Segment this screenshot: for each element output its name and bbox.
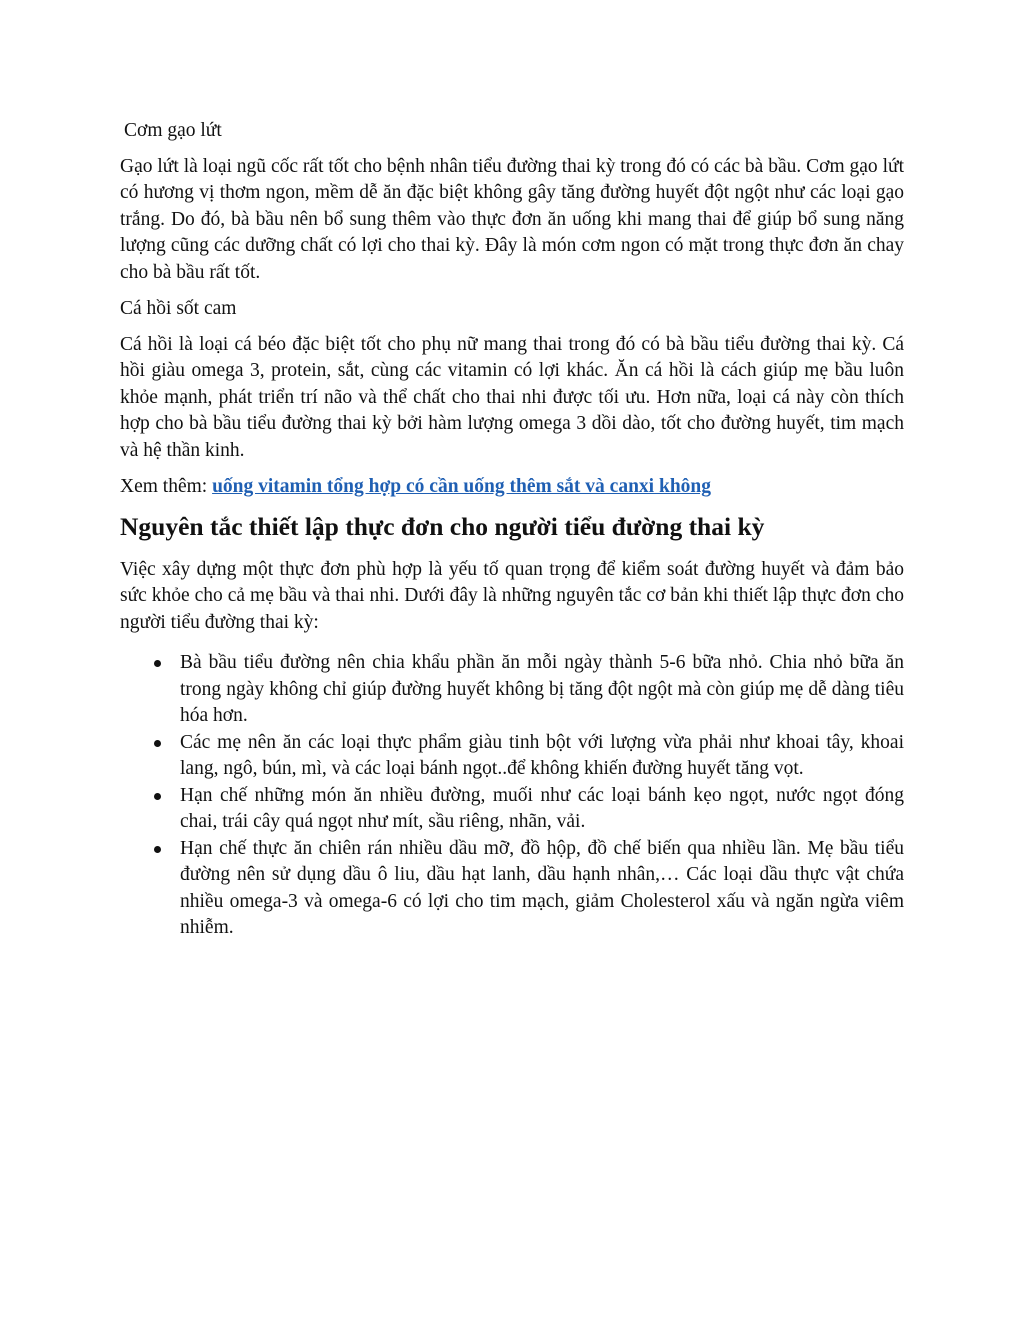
bullet-icon — [154, 793, 161, 800]
list-item — [180, 650, 904, 730]
see-more-prefix: Xem thêm: — [120, 476, 213, 497]
bullet-icon — [154, 846, 161, 853]
section-body-brown-rice: Gạo lứt là loại ngũ cốc rất tốt cho bệnh nhân tiểu đường thai kỳ trong đó có các bà bầu. Cơm gạo lứt có hương vị thơm ngon, mềm dễ ăn đặc biệt không gây tăng đường huyết đột ngột như các loại gạo trắng. Do đó, bà bầu nên bổ sung thêm vào thực đơn ăn uống khi mang thai để giúp bổ sung năng lượng cũng các dưỡng chất có lợi cho thai kỳ. Đây là món cơm ngon có mặt trong thực đơn ăn chay cho bà bầu rất tốt. — [120, 155, 904, 283]
bullet-icon — [154, 660, 161, 667]
see-more-line — [120, 474, 904, 501]
see-more-link[interactable]: uống vitamin tổng hợp có cần uống thêm sắt và canxi không — [212, 476, 712, 497]
list-item-text: Hạn chế những món ăn nhiều đường, muối như các loại bánh kẹo ngọt, nước ngọt đóng chai, trái cây quá ngọt như mít, sầu riêng, nhãn, vải. — [180, 784, 904, 832]
section-title-brown-rice: Cơm gạo lứt — [124, 120, 222, 141]
bullet-icon — [154, 740, 161, 747]
section-heading: Nguyên tắc thiết lập thực đơn cho người tiểu đường thai kỳ — [120, 511, 765, 541]
list-item-text: Các mẹ nên ăn các loại thực phẩm giàu tinh bột với lượng vừa phải như khoai tây, khoai lang, ngô, bún, mì, và các loại bánh ngọt..để không khiến đường huyết tăng vọt. — [180, 731, 904, 779]
document-page — [120, 118, 904, 942]
list-item — [180, 836, 904, 942]
section-title-salmon: Cá hồi sốt cam — [120, 298, 237, 319]
list-item-text: Hạn chế thực ăn chiên rán nhiều dầu mỡ, đồ hộp, đồ chế biến qua nhiều lần. Mẹ bầu tiểu đường nên sử dụng dầu ô liu, dầu hạt lanh, dầu hạnh nhân,… Các loại dầu thực vật chứa nhiều omega-3 và omega-6 có lợi cho tim mạch, giảm Cholesterol xấu và ngăn ngừa viêm nhiễm. — [180, 837, 904, 938]
intro-paragraph: Việc xây dựng một thực đơn phù hợp là yếu tố quan trọng để kiểm soát đường huyết và đảm bảo sức khỏe cho cả mẹ bầu và thai nhi. Dưới đây là những nguyên tắc cơ bản khi thiết lập thực đơn cho người tiểu đường thai kỳ: — [120, 558, 904, 633]
list-item — [180, 783, 904, 836]
list-item — [180, 730, 904, 783]
list-item-text: Bà bầu tiểu đường nên chia khẩu phần ăn mỗi ngày thành 5-6 bữa nhỏ. Chia nhỏ bữa ăn trong ngày không chỉ giúp đường huyết không bị tăng đột ngột mà còn giúp mẹ dễ dàng tiêu hóa hơn. — [180, 652, 904, 726]
guideline-list — [120, 650, 904, 942]
section-body-salmon: Cá hồi là loại cá béo đặc biệt tốt cho phụ nữ mang thai trong đó có bà bầu tiểu đường thai kỳ. Cá hồi giàu omega 3, protein, sắt, cùng các vitamin có lợi khác. Ăn cá hồi là cách giúp mẹ bầu luôn khỏe mạnh, phát triển trí não và thể chất cho thai nhi được tối ưu. Hơn nữa, loại cá này còn thích hợp cho bà bầu tiểu đường thai kỳ bởi hàm lượng omega 3 dồi dào, tốt cho đường huyết, tim mạch và hệ thần kinh. — [120, 333, 904, 461]
